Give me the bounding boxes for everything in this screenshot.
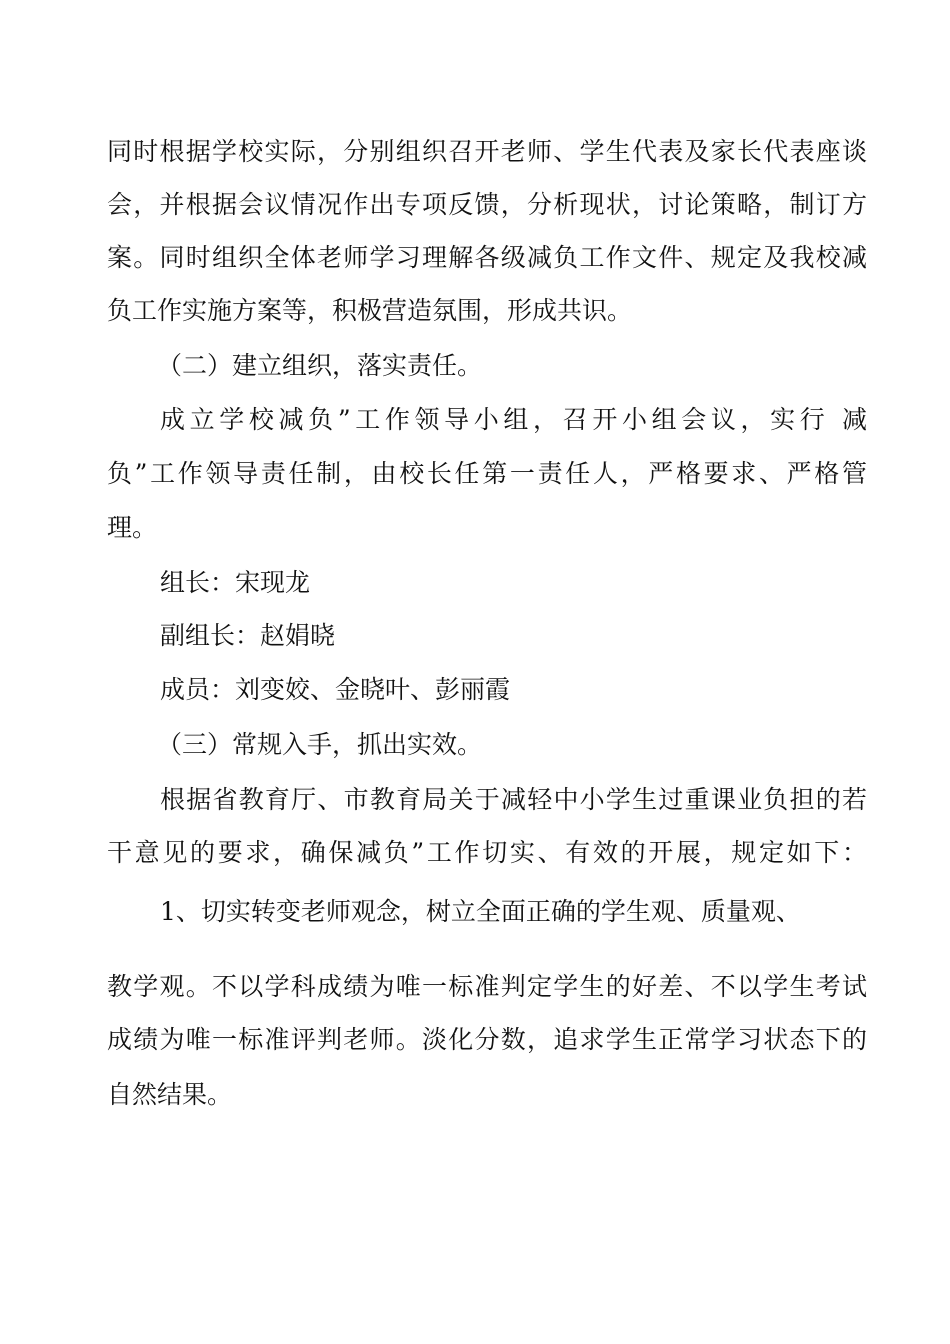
section-heading: （二）建立组织，落实责任。 [157, 351, 483, 380]
members-line: 成员：刘变姣、金晓叶、彭丽霞 [160, 675, 511, 704]
paragraph-line: 案。同时组织全体老师学习理解各级减负工作文件、规定及我校减 [107, 243, 867, 272]
paragraph-line: 教学观。不以学科成绩为唯一标准判定学生的好差、不以学生考试 [107, 972, 867, 1001]
leader-line: 组长：宋现龙 [160, 568, 311, 597]
deputy-leader-line: 副组长：赵娟晓 [160, 621, 336, 650]
paragraph-line: 干意见的要求，确保减负”工作切实、有效的开展，规定如下： [107, 838, 867, 867]
paragraph-line: 成绩为唯一标准评判老师。淡化分数，追求学生正常学习状态下的 [107, 1025, 867, 1054]
section-heading: （三）常规入手，抓出实效。 [157, 730, 483, 759]
paragraph-line: 成立学校减负”工作领导小组，召开小组会议，实行 减 [160, 405, 867, 434]
paragraph-line: 自然结果。 [107, 1080, 233, 1109]
paragraph-line: 同时根据学校实际，分别组织召开老师、学生代表及家长代表座谈 [107, 137, 867, 166]
paragraph-line: 负”工作领导责任制，由校长任第一责任人，严格要求、严格管 [107, 459, 867, 488]
list-item: 1、切实转变老师观念，树立全面正确的学生观、质量观、 [160, 897, 801, 926]
paragraph-line: 会，并根据会议情况作出专项反馈，分析现状，讨论策略，制订方 [107, 190, 867, 219]
paragraph-line: 负工作实施方案等，积极营造氛围，形成共识。 [107, 296, 633, 325]
paragraph-line: 根据省教育厅、市教育局关于减轻中小学生过重课业负担的若 [160, 785, 867, 814]
paragraph-line: 理。 [107, 513, 158, 542]
